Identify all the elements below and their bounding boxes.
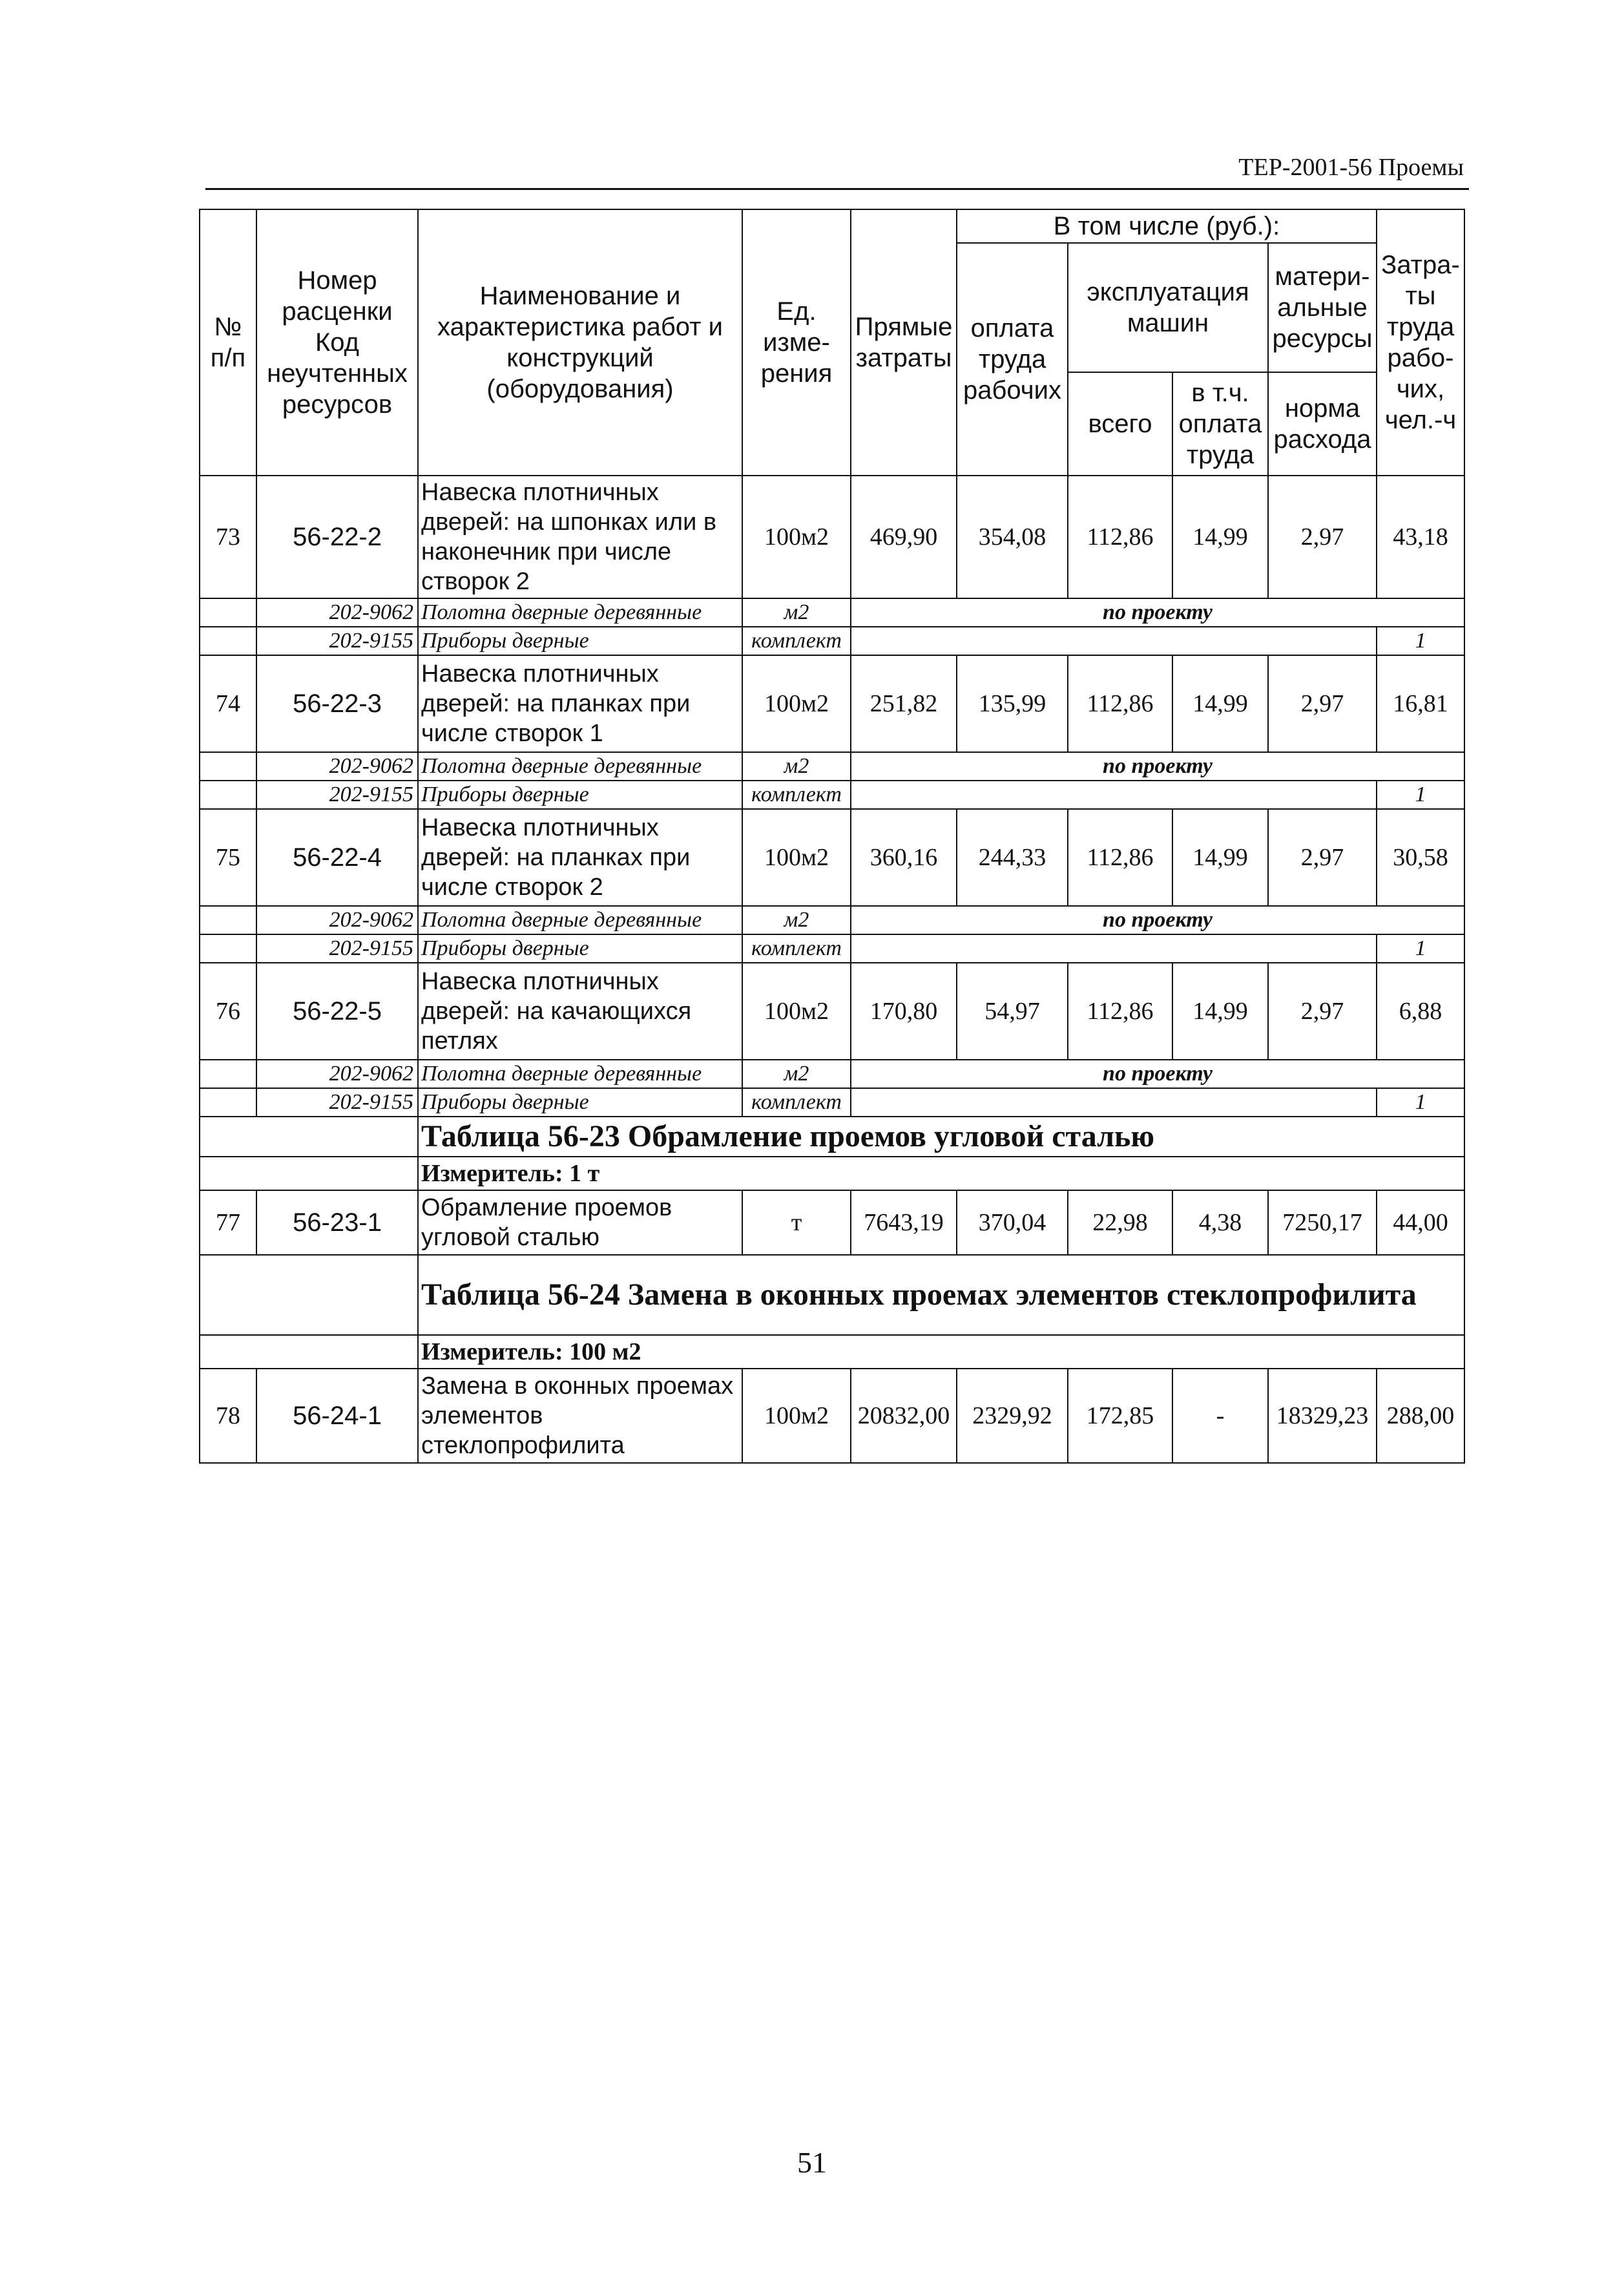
document-title: ТЕР-2001-56 Проемы	[1238, 154, 1464, 181]
table-row: 77 56-23-1 Обрамление проемов угловой сталью т 7643,19 370,04 22,98 4,38 7250,17 44,00	[200, 1190, 1464, 1255]
col-machines-header: эксплуатация машин	[1068, 243, 1268, 372]
meter-row	[200, 1157, 1464, 1190]
col-labor-pay-header: оплата труда рабочих	[957, 243, 1068, 476]
col-materials-header: матери-альные ресурсы	[1268, 243, 1377, 372]
resource-row: 202-9155 Приборы дверные комплект 1	[200, 627, 1464, 655]
col-machines-total-header: всего	[1068, 372, 1172, 476]
col-num-header: № п/п	[200, 209, 256, 476]
col-code-header: Номер расценки Код неучтенных ресурсов	[256, 209, 418, 476]
table-row: 76 56-22-5 Навеска плотничных дверей: на качающихся петлях 100м2 170,80 54,97 112,86 14,99 2,97 6,88	[200, 963, 1464, 1060]
resource-row: 202-9062 Полотна дверные деревянные м2 по проекту	[200, 906, 1464, 934]
resource-row: 202-9155 Приборы дверные комплект 1	[200, 934, 1464, 963]
rates-table	[199, 209, 1465, 1464]
table-row: 73 56-22-2 Навеска плотничных дверей: на шпонках или в наконечник при числе створок 2 100м2 469,90 354,08 112,86 14,99 2,97 43,18	[200, 476, 1464, 598]
section-title: Таблица 56-23 Обрамление проемов угловой сталью	[418, 1117, 1464, 1157]
table-row: 74 56-22-3 Навеска плотничных дверей: на планках при числе створок 1 100м2 251,82 135,99 112,86 14,99 2,97 16,81	[200, 655, 1464, 752]
section-title: Таблица 56-24 Замена в оконных проемах элементов стеклопрофилита	[418, 1255, 1464, 1335]
page-number: 51	[797, 2146, 827, 2179]
table-row: 75 56-22-4 Навеска плотничных дверей: на планках при числе створок 2 100м2 360,16 244,33 112,86 14,99 2,97 30,58	[200, 809, 1464, 906]
section-title-row	[200, 1117, 1464, 1157]
col-labor-cost-header: Затра-ты труда рабо-чих, чел.-ч	[1377, 209, 1464, 476]
meter-row	[200, 1335, 1464, 1369]
section-meter: Измеритель: 1 т	[418, 1157, 1464, 1190]
col-incl-header: В том числе (руб.):	[957, 209, 1377, 243]
col-name-header: Наименование и характеристика работ и конструкций (оборудования)	[418, 209, 742, 476]
section-title-row	[200, 1255, 1464, 1335]
resource-row: 202-9062 Полотна дверные деревянные м2 по проекту	[200, 598, 1464, 627]
resource-row: 202-9062 Полотна дверные деревянные м2 по проекту	[200, 752, 1464, 781]
resource-row: 202-9155 Приборы дверные комплект 1	[200, 781, 1464, 809]
col-unit-header: Ед. изме-рения	[742, 209, 851, 476]
document-header	[205, 152, 1469, 190]
resource-row: 202-9155 Приборы дверные комплект 1	[200, 1088, 1464, 1117]
table-row: 78 56-24-1 Замена в оконных проемах элементов стеклопрофилита 100м2 20832,00 2329,92 172,85 - 18329,23 288,00	[200, 1369, 1464, 1463]
col-machines-pay-header: в т.ч. оплата труда	[1172, 372, 1268, 476]
resource-row: 202-9062 Полотна дверные деревянные м2 по проекту	[200, 1060, 1464, 1088]
col-direct-header: Прямые затраты	[851, 209, 957, 476]
section-meter: Измеритель: 100 м2	[418, 1335, 1464, 1369]
col-norm-header: норма расхода	[1268, 372, 1377, 476]
